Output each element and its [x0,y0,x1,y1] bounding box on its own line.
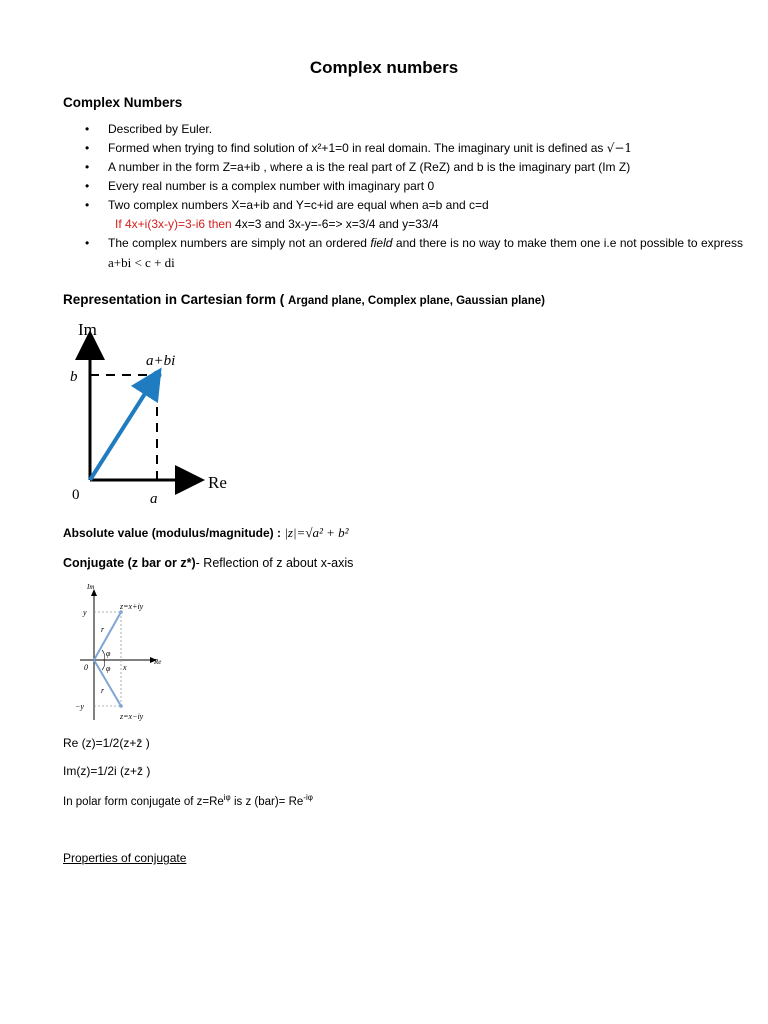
polar-text-1: In polar form conjugate of z=Re [63,795,224,808]
im-label: Im [78,320,97,339]
complex-numbers-bullet-list [63,120,743,273]
conj-z-bottom-label: z=x−iy [120,712,144,721]
properties-of-conjugate-heading: Properties of conjugate [63,851,187,865]
conj-im-label: Im [87,583,95,591]
conjugate-label: Conjugate (z bar or z*) [63,556,196,570]
re-label: Re [208,473,227,492]
bullet-text: Described by Euler. [108,122,213,136]
polar-text-2: is z (bar)= Re [230,795,304,808]
list-item [63,139,743,158]
conj-neg-y-label: −y [75,702,84,711]
point-label: a+bi [146,353,176,369]
conjugate-diagram [70,582,180,724]
a-label: a [150,491,158,507]
field-italic: field [370,236,393,250]
origin-label: 0 [72,487,80,503]
page-title: Complex numbers [309,58,459,77]
argand-plane-diagram [60,315,240,510]
bullet-text: Every real number is a complex number with imaginary part 0 [108,179,435,193]
polar-exponent-2: -iφ [303,793,313,802]
conj-x-label: x [123,663,127,672]
im-z-formula: Im(z)=1/2i (z+z̄ ) [63,764,151,778]
list-item [63,196,743,215]
bullet-text: Formed when trying to find solution of x²+1=0 in real domain. The imaginary unit is defined as [108,141,604,155]
bullet-text: The complex numbers are simply not an ordered [108,236,371,250]
conj-phi-top-label: φ [106,649,111,658]
conj-r-top-label: r [101,625,105,634]
example-red-text: If 4x+i(3x-y)=3-i6 then [115,217,232,231]
section-heading-complex-numbers: Complex Numbers [63,95,183,110]
sqrt-minus-one: √−1 [606,141,633,155]
bullet-text: A number in the form Z=a+ib , where a is the real part of Z (ReZ) and b is the imaginary part (Im Z) [108,160,631,174]
heading-subtitle: Argand plane, Complex plane, Gaussian plane) [288,295,545,307]
conjugate-description: - Reflection of z about x-axis [195,556,354,570]
bullet-text: and there is no way to make them one i.e not possible to express [392,236,743,250]
polar-conjugate-line [63,793,313,808]
b-label: b [70,369,78,385]
conj-zero-label: 0 [84,663,88,672]
list-item [63,158,743,177]
section-heading-cartesian [63,292,545,307]
absolute-value-line [63,525,349,541]
list-item [63,177,743,196]
heading-bold-part: Representation in Cartesian form ( [63,292,289,307]
list-item [63,234,743,273]
vector-arrow [90,381,153,480]
conj-z-top-label: z=x+iy [120,602,144,611]
re-z-formula: Re (z)=1/2(z+z̄ ) [63,736,150,750]
example-text: 4x=3 and 3x-y=-6=> x=3/4 and y=33/4 [231,217,439,231]
inequality-expression: a+bi < c + di [108,255,175,270]
example-line [63,215,743,234]
list-item [63,120,743,139]
conj-re-label: Re [154,658,162,666]
conjugate-line [63,556,353,570]
conj-r-bottom-label: r [101,686,105,695]
conj-y-label: y [83,608,87,617]
absolute-value-label: Absolute value (modulus/magnitude) : [63,526,285,540]
point-a-bi [153,371,162,380]
polar-exponent-1: iφ [223,793,231,802]
absolute-value-formula: |z|=√a² + b² [284,525,349,540]
conj-phi-bottom-label: φ [106,664,111,673]
bullet-text: Two complex numbers X=a+ib and Y=c+id are equal when a=b and c=d [108,198,489,212]
